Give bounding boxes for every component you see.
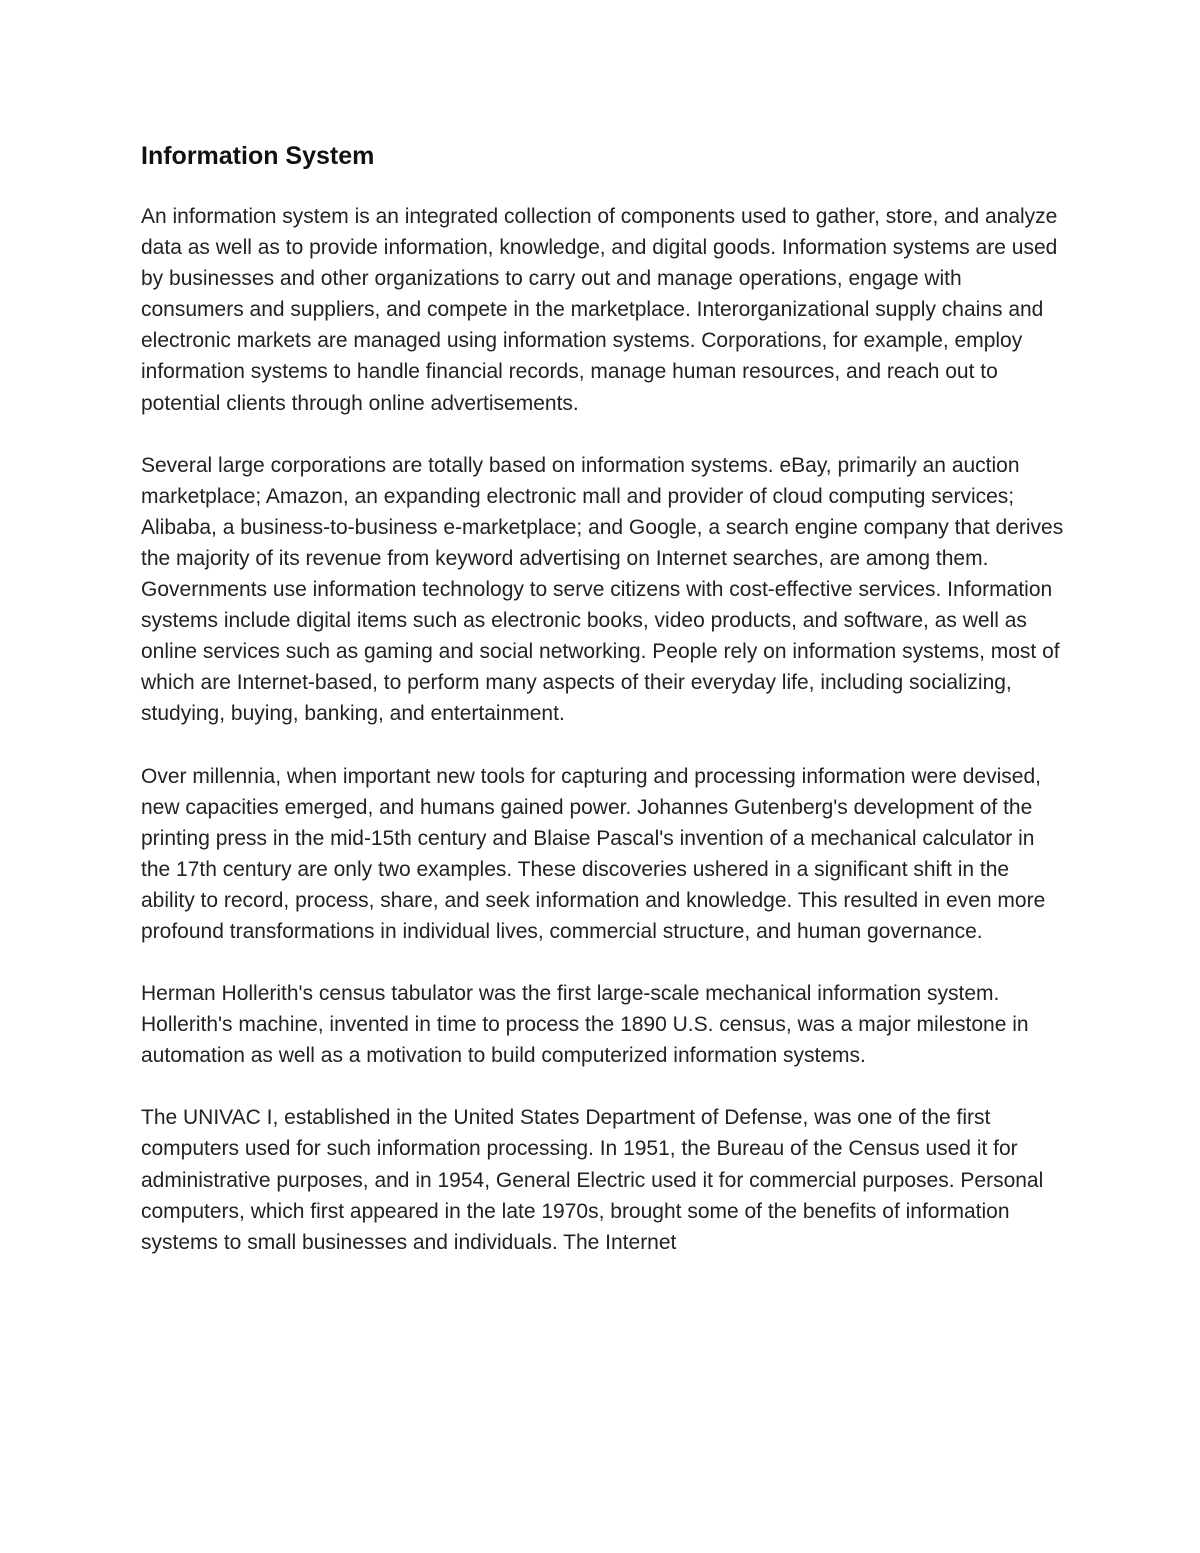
- document-body: [141, 138, 1066, 1258]
- paragraph-history: Over millennia, when important new tools for capturing and processing information were devised, new capacities emerged, and humans gained power. Johannes Gutenberg's development of the printing press in the mid-15th century and Blaise Pascal's invention of a mechanical calculator in the 17th century are only two examples. These discoveries ushered in a significant shift in the ability to record, process, share, and seek information and knowledge. This resulted in even more profound transformations in individual lives, commercial structure, and human governance.: [141, 764, 1046, 943]
- paragraph-univac: The UNIVAC I, established in the United States Department of Defense, was one of the first computers used for such information processing. In 1951, the Bureau of the Census used it for administrative purposes, and in 1954, General Electric used it for commercial purposes. Personal computers, which first appeared in the late 1970s, brought some of the benefits of information systems to small businesses and individuals. The Internet: [141, 1106, 1044, 1254]
- paragraph-corporations: Several large corporations are totally based on information systems. eBay, primarily an auction marketplace; Amazon, an expanding electronic mall and provider of cloud computing services; Alibaba, a business-to-business e-marketplace; and Google, a search engine company that derives the majority of its revenue from keyword advertising on Internet searches, are among them. Governments use information technology to serve citizens with cost-effective services. Information systems include digital items such as electronic books, video products, and software, as well as online services such as gaming and social networking. People rely on information systems, most of which are Internet-based, to perform many aspects of their everyday life, including socializing, studying, buying, banking, and entertainment.: [141, 453, 1064, 726]
- document-title: Information System: [141, 142, 375, 170]
- paragraph-hollerith: Herman Hollerith's census tabulator was the first large-scale mechanical information system. Hollerith's machine, invented in time to process the 1890 U.S. census, was a major milestone in automation as well as a motivation to build computerized information systems.: [141, 982, 1029, 1068]
- paragraph-intro: An information system is an integrated collection of components used to gather, store, and analyze data as well as to provide information, knowledge, and digital goods. Information systems are used by businesses and other organizations to carry out and manage operations, engage with consumers and suppliers, and compete in the marketplace. Interorganizational supply chains and electronic markets are managed using information systems. Corporations, for example, employ information systems to handle financial records, manage human resources, and reach out to potential clients through online advertisements.: [141, 205, 1058, 415]
